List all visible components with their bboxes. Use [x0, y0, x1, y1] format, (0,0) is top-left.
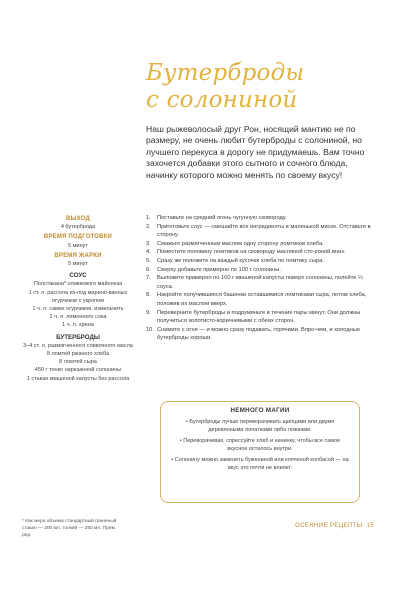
- step-number: 5.: [146, 257, 151, 264]
- step-text: Сверху добавьте примерно по 100 г солонины.: [157, 266, 281, 273]
- section-name: ОСЕННИЕ РЕЦЕПТЫ: [295, 523, 363, 529]
- magic-tip: • Солонину можно заменить бужениной или копченой колбасой — на вкус это почти не влияет.: [171, 457, 349, 471]
- step-text: Поставьте на средний огонь чугунную сковороду.: [157, 215, 287, 221]
- page-number: 15: [366, 523, 374, 529]
- step-text: Накройте получившиеся башенки оставшимися ломтиками сыра, потом хлеба, положив их маслом вверх.: [157, 292, 367, 307]
- step-number: 3.: [146, 240, 151, 247]
- fry-time-value: 5 минут: [68, 261, 88, 268]
- sandwich-item: 1 стакан квашеной капусты без рассола: [26, 375, 130, 382]
- sandwich-item: 3–4 ст. л. размягченного сливочного масла: [23, 342, 133, 349]
- recipe-step: [146, 291, 378, 308]
- recipe-title-line-1: Бутерброды: [146, 60, 305, 86]
- step-text: Смажьте размягченным маслом одну сторону ломтиков хлеба.: [157, 240, 324, 247]
- step-text: Поместите половину ломтиков на сковороду масляной сто-роной вниз.: [157, 249, 346, 256]
- sandwich-item: 8 ломтей ржаного хлеба: [46, 351, 110, 358]
- sauce-item: 1 ч. л. лимонного сока: [49, 314, 107, 321]
- recipe-title: [146, 60, 396, 114]
- sauce-item: 1 ч. л. самих огурчиков, измельчить: [32, 306, 124, 313]
- recipe-step: [146, 309, 378, 326]
- step-text: Приготовьте соус — смешайте все ингредиенты в маленькой миске. Отставьте в сторону.: [157, 223, 371, 239]
- step-number: 2.: [146, 223, 151, 230]
- recipe-step: [146, 248, 378, 257]
- magic-tips-box: [160, 401, 360, 503]
- step-text: Снимите с огня — и можно сразу подавать, горячими. Впро-чем, и холодные бутерброды хороши.: [157, 326, 361, 342]
- recipe-step: [146, 266, 378, 275]
- ingredients-sidebar: [22, 215, 134, 383]
- sandwich-heading: БУТЕРБРОДЫ: [56, 333, 100, 341]
- prep-time-value: 5 минут: [68, 242, 88, 249]
- sauce-item: 1 ст. л. рассола из-под марино-ванных огурчиков с укропом: [28, 289, 128, 304]
- footnote: * Как мера объема стандартный граненый стакан — 200 мл, тонкий — 250 мл. Прим. ред.: [22, 519, 117, 538]
- sauce-item: Полстакана* оливкового майонеза: [33, 281, 123, 288]
- sauce-item: 1 ч. л. хрена: [62, 322, 94, 329]
- recipe-step: [146, 257, 378, 266]
- step-number: 9.: [146, 309, 151, 316]
- recipe-title-line-2: с солониной: [146, 87, 298, 113]
- recipe-step: [146, 214, 378, 223]
- sauce-heading: СОУС: [69, 272, 87, 280]
- step-number: 4.: [146, 249, 151, 256]
- magic-tip: • Переворачивая, спрессуйте хлеб и начинку, чтобы все самое вкусное осталось внутри.: [179, 438, 341, 452]
- recipe-step: [146, 326, 378, 343]
- recipe-intro: Наш рыжеволосый друг Рон, носящий мантию не по размеру, не очень любит бутерброды с солониной, но лучшего перекуса в дорогу не придумаешь. Вам точно захочется добавки этого сытного и сочного блюда, начинку которого можно менять по своему вкусу!: [146, 124, 365, 180]
- magic-tip: • Бутерброды лучше переворачивать щипцами или двумя деревянными лопатками либо ложками.: [185, 419, 335, 433]
- step-number: 7.: [146, 275, 151, 282]
- step-number: 1.: [146, 215, 151, 221]
- step-number: 6.: [146, 266, 151, 273]
- page-footer: [295, 523, 374, 529]
- recipe-step: [146, 223, 378, 240]
- sandwich-item: 450 г тонко нарезанной солонины: [34, 367, 122, 374]
- step-text: Выложите примерно по 100 г квашеной капусты поверх солонины, полейте ¼ соуса.: [157, 275, 363, 290]
- step-number: 10.: [146, 326, 154, 333]
- recipe-steps: [146, 214, 378, 343]
- fry-time-label: ВРЕМЯ ЖАРКИ: [54, 252, 102, 259]
- recipe-step: [146, 240, 378, 249]
- step-text: Сразу же положите на каждый кусочек хлеба по ломтику сыра.: [157, 257, 324, 264]
- step-number: 8.: [146, 292, 151, 299]
- prep-time-label: ВРЕМЯ ПОДГОТОВКИ: [43, 234, 113, 241]
- yield-value: 4 бутерброда: [60, 224, 96, 231]
- recipe-step: [146, 274, 378, 291]
- yield-label: ВЫХОД: [66, 216, 90, 222]
- sandwich-item: 8 ломтей сыра: [59, 359, 97, 366]
- magic-tips-title: НЕМНОГО МАГИИ: [230, 407, 290, 414]
- step-text: Переверните бутерброды и подрумяньте в течение пары минут. Они должны получиться золотисто-коричневыми с обеих сторон.: [157, 309, 361, 325]
